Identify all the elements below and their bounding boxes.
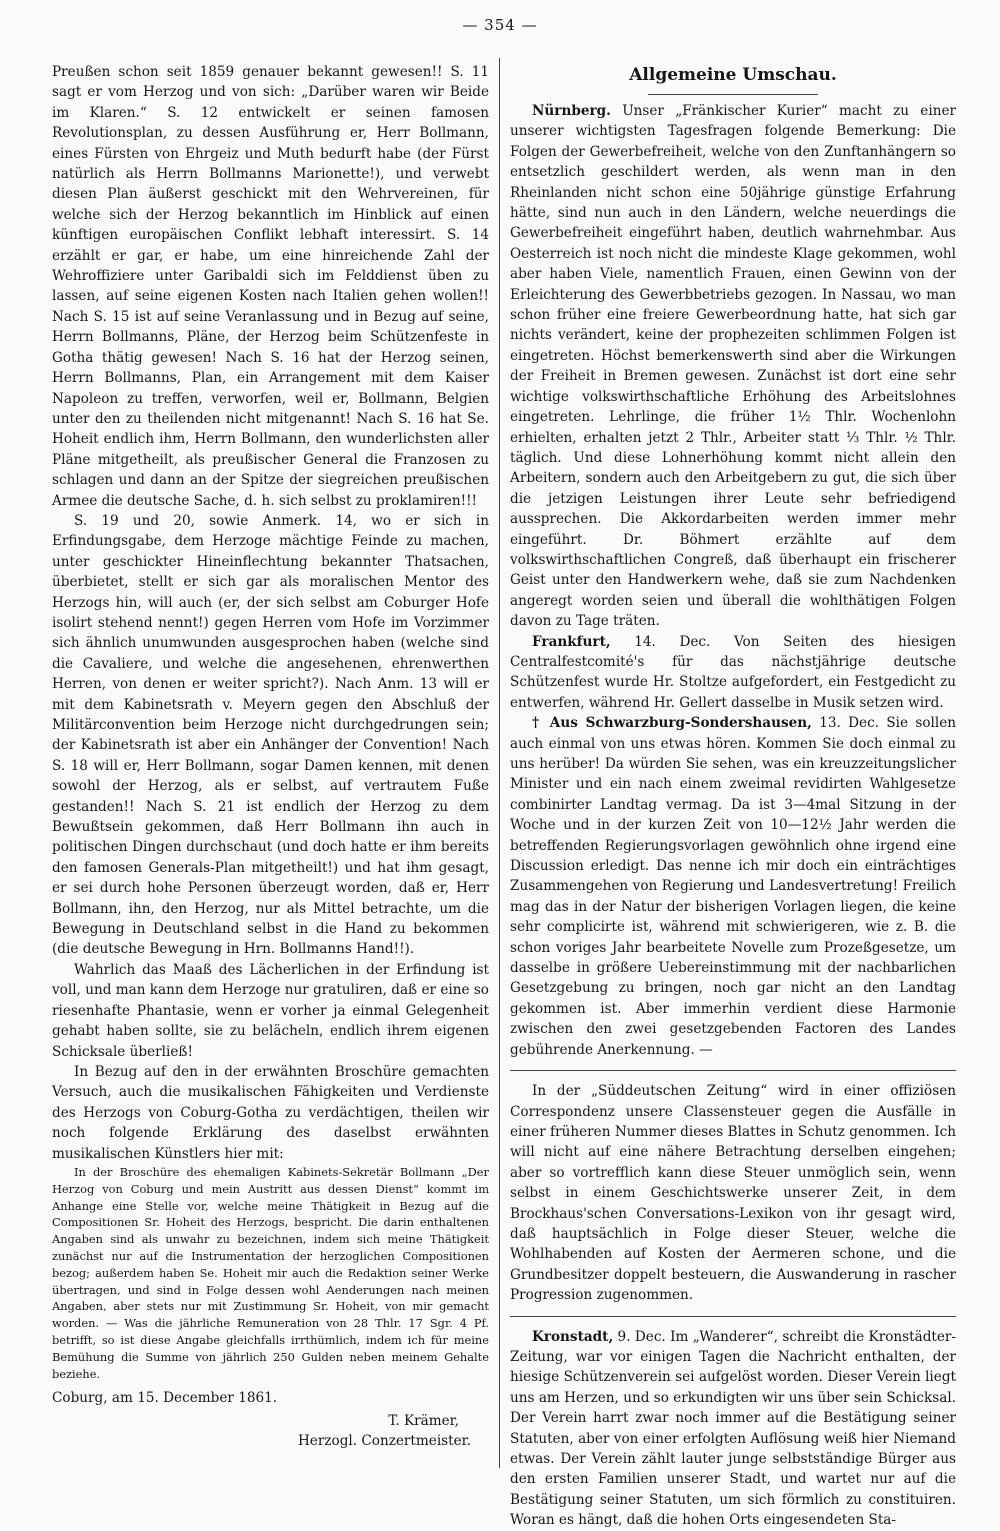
column-divider bbox=[499, 58, 500, 1468]
article-text: 13. Dec. Sie sollen auch einmal von uns etwas hören. Kommen Sie doch einmal zu uns herüber! Da würden Sie sehen, was ein kreuzzeitungslicher Minister und ein nach einem zweimal revidirten Wahlgesetze combinirter Landtag vermag. Da ist 3—4mal Sitzung in der Woche und in der kurzen Zeit von 10—12½ Jahr werden die betreffenden Regierungsvorlagen gewöhnlich ohne irgend eine Discussion erledigt. Das nenne ich mir doch ein einträchtiges Zusammengehen von Regierung und Landesvertretung! Freilich mag das in der Natur der bisherigen Vorlagen liegen, die keine sehr complicirte ist, während mit schwierigeren, wie z. B. die schon voriges Jahr bearbeitete Novelle zum Prozeßgesetze, um dasselbe in größere Uebereinstimmung mit der nachbarlichen Gesetzgebung zu bringen, noch gar nicht an den Landtag gekommen ist. Aber immerhin verdient diese Harmonie zwischen den zwei gesetzgebenden Factoren des Landes gebührende Anerkennung. — bbox=[510, 715, 956, 1058]
place-name: † Aus Schwarzburg-Sondershausen, bbox=[532, 715, 812, 732]
article-kronstadt bbox=[510, 1327, 956, 1531]
page-number: — 354 — bbox=[462, 16, 538, 34]
section-title: Allgemeine Umschau. bbox=[629, 65, 837, 85]
paragraph: In Bezug auf den in der erwähnten Broschüre gemachten Versuch, auch die musikalischen Fähigkeiten und Verdienste des Herzogs von Coburg-Gotha zu verdächtigen, theilen wir noch folgende Erklärung des daselbst erwähnten musikalischen Künstlers hier mit: bbox=[52, 1063, 489, 1162]
paragraph: S. 19 und 20, sowie Anmerk. 14, wo er sich in Erfindungsgabe, dem Herzoge mächtige Feinde zu machen, unter geschickter Hineinflechtung bekannter Thatsachen, überbietet, stellt er sich gar als moralischen Mentor des Herzogs hin, will auch (er, der sich selbst am Coburger Hofe isolirt stehend nennt!) gegen Herren vom Hofe im Vorzimmer sich ähnlich unumwunden ausgesprochen haben (welche sind die Cavaliere, und welche die angesehenen, ehrenwerthen Herren, von denen er weiter spricht?). Nach Anm. 13 will er mit dem Kabinetsrath v. Meyern gegen den Abschluß der Militärconvention beim Herzoge nicht durchgedrungen sein; der Kabinetsrath ist aber ein Anhänger der Convention! Nach S. 18 will er, Herr Bollmann, sogar Damen kennen, mit denen sowohl der Herzog, als er selbst, auf vertrautem Fuße gestanden!! Nach S. 21 ist endlich der Herzog zu dem Bewußtsein gekommen, daß Herr Bollmann ihn auch in politischen Dingen durchschaut (und doch hatte er ihm bereits den famosen Generals-Plan mitgetheilt!) und hat ihm gesagt, er sei durch hohe Personen überzeugt worden, daß er, Herr Bollmann, ihn, den Herzog, nur als Mittel betrachte, um die Bewegung in Deutschland selbst in die Hand zu bekommen (die deutsche Bewegung in Hrn. Bollmanns Hand!!). bbox=[52, 512, 489, 958]
article-text: 14. Dec. Von Seiten des hiesigen Centralfestcomité's für das nächstjährige deutsche Schützenfest wurde Hr. Stoltze aufgefordert, ein Festgedicht zu entwerfen, während Hr. Gellert dasselbe in Musik setzen wird. bbox=[510, 633, 956, 711]
paragraph: Preußen schon seit 1859 genauer bekannt gewesen!! S. 11 sagt er vom Herzog und von sich: „Darüber waren wir Beide im Klaren.“ S. 12 entwickelt er seinen famosen Revolutionsplan, zu dessen Ausführung er, Herr Bollmann, eines Fürsten von Ehrgeiz und Muth bedurft habe (der Fürst natürlich als Herrn Bollmanns Marionette!), und verwebt diesen Plan äußerst geschickt mit den Wehrvereinen, für welche sich der Herzog bekanntlich im Hinblick auf einen künftigen europäischen Conflikt lebhaft interessirt. S. 14 erzählt er gar, er habe, um eine hinreichende Zahl der Wehroffiziere unter Garibaldi sich im Felddienst üben zu lassen, auf seine eigenen Kosten nach Italien gehen wollen!! Nach S. 15 ist auf seine Veranlassung und in Bezug auf seine, Herrn Bollmanns, Pläne, der Herzog beim Schützenfeste in Gotha thätig gewesen! Nach S. 16 hat der Herzog seinen, Herrn Bollmanns, Plan, ein Arrangement mit dem Kaiser Napoleon zu treffen, verworfen, weil er, Bollmann, Belgien unter den zu theilenden nicht mitgenannt! Nach S. 16 hat Se. Hoheit endlich ihm, Herrn Bollmann, den wunderlichsten aller Pläne mitgetheilt, als preußischer General die Franzosen zu schlagen und dann an der Spitze der siegreichen preußischen Armee die deutsche Sache, d. h. sich selbst zu proklamiren!!! bbox=[52, 64, 489, 509]
place-name: Nürnberg. bbox=[532, 103, 611, 119]
article-text: Unser „Fränkischer Kurier“ macht zu einer unserer wichtigsten Tagesfragen folgende Bemerkung: Die Folgen der Gewerbefreiheit, welche von den Zunftanhängern so entsetzlich geschildert werden, als wenn man in den Rheinlanden nicht schon eine 50jährige günstige Erfahrung hätte, sind nun auch in den Ländern, welche neuerdings die Gewerbefreiheit eingeführt haben, deutlich wahrnehmbar. Aus Oesterreich ist noch nicht die mindeste Klage gekommen, wohl aber haben Viele, namentlich Frauen, einen Gewinn von der Erleichterung des Gewerbbetriebs gezogen. In Nassau, wo man schon früher eine freiere Gewerbeordnung hatte, hat sich gar nichts verändert, keine der prophezeiten schlimmen Folgen ist eingetreten. Höchst bemerkenswerth sind aber die Wirkungen der Freiheit in Bremen gewesen. Zunächst ist dort eine sehr wichtige volkswirthschaftliche Erhöhung des Arbeitslohnes eingetreten. Lehrlinge, die früher 1½ Thlr. Wochenlohn erhielten, erhalten jetzt 2 Thlr., Arbeiter statt ⅓ Thlr. ½ Thlr. täglich. Und diese Lohnerhöhung kommt nicht allein den Arbeitern, sondern auch den Arbeitgebern zu gut, die sich über die jetzigen Leistungen ihrer Leute sehr befriedigend aussprechen. Die Akkordarbeiten werden immer mehr eingeführt. Dr. Böhmert erzählte auf dem volkswirthschaftlichen Congreß, daß überhaupt ein frischerer Geist unter den Handwerkern wehe, daß sie zum Nachdenken angeregt worden seien und überall die wohlthätigen Folgen davon zu Tage träten. bbox=[510, 103, 956, 630]
signature-name: T. Krämer, bbox=[388, 1412, 459, 1429]
title-rule bbox=[648, 94, 818, 95]
article-schwarzburg bbox=[510, 713, 956, 1060]
section-rule bbox=[510, 1070, 956, 1071]
right-column bbox=[510, 62, 956, 1531]
left-column bbox=[52, 62, 489, 1452]
article-text: 9. Dec. Im „Wanderer“, schreibt die Kronstädter-Zeitung, war vor einigen Tagen die Nachricht enthalten, der hiesige Schützenverein sei aufgelöst worden. Dieser Verein liegt uns am Herzen, und so erkundigten wir uns über sein Schicksal. Der Verein harrt zwar noch immer auf die Bestätigung seiner Statuten, aber von einer erfolgten Auflösung weiß hier Niemand etwas. Der Verein zählt lauter junge selbstständige Bürger aus den ersten Familien unserer Stadt, und wartet nur auf die Bestätigung seiner Statuten, um sich förmlich zu constituiren. Woran es hängt, daß die hohen Orts eingesendeten Sta- bbox=[510, 1328, 956, 1529]
letter-text: In der Broschüre des ehemaligen Kabinets-Sekretär Bollmann „Der Herzog von Coburg und mein Austritt aus dessen Dienst“ kommt im Anhange eine Stelle vor, welche meine Thätigkeit in Bezug auf die Compositionen Sr. Hoheit des Herzogs, bespricht. Die darin enthaltenen Angaben sind als unwahr zu bezeichnen, indem sich meine Thätigkeit zunächst nur auf die Instrumentation der herzoglichen Compositionen bezog; außerdem haben Se. Hoheit mir auch die Redaktion seiner Werke übertragen, und sind in Folge dessen wohl Aenderungen nach meinen Angaben, aber stets nur mit Zustimmung Sr. Hoheit, von mir gemacht worden. — Was die jährliche Remuneration von 28 Thlr. 17 Sgr. 4 Pf. betrifft, so ist diese Angabe gleichfalls irrthümlich, indem ich für meine Bemühung die Summe von jährlich 250 Gulden neben meinem Gehalte beziehe. bbox=[52, 1164, 489, 1381]
place-name: Kronstadt, bbox=[532, 1328, 614, 1345]
signature-title: Herzogl. Conzertmeister. bbox=[297, 1433, 471, 1450]
section-rule bbox=[510, 1316, 956, 1317]
article-frankfurt bbox=[510, 632, 956, 714]
letter-date: Coburg, am 15. December 1861. bbox=[52, 1390, 278, 1407]
article-sueddeutsche: In der „Süddeutschen Zeitung“ wird in einer offiziösen Correspondenz unsere Classensteuer gegen die Ausfälle in einer früheren Nummer dieses Blattes in Schutz genommen. Ich will nicht auf eine nähere Betrachtung derselben eingehen; aber so vortrefflich kann diese Steuer unmöglich sein, wenn selbst in einem Geschichtswerke unserer Zeit, in dem Brockhaus'schen Conversations-Lexikon von ihr gesagt wird, daß hauptsächlich in Folge dieser Steuer, welche die Wohlhabenden auf Kosten der Aermeren schone, und die Grundbesitzer doppelt besteuern, die Auswanderung in rascher Progression zugenommen. bbox=[510, 1083, 956, 1304]
place-name: Frankfurt, bbox=[532, 633, 611, 650]
paragraph: Wahrlich das Maaß des Lächerlichen in der Erfindung ist voll, und man kann dem Herzoge nur gratuliren, daß er eine so riesenhafte Phantasie, wenn er vorher ja einmal Gelegenheit gehabt haben sollte, sie zu belächeln, endlich ihrem eigenen Schicksale überließ! bbox=[52, 961, 489, 1060]
article-nuernberg bbox=[510, 101, 956, 632]
